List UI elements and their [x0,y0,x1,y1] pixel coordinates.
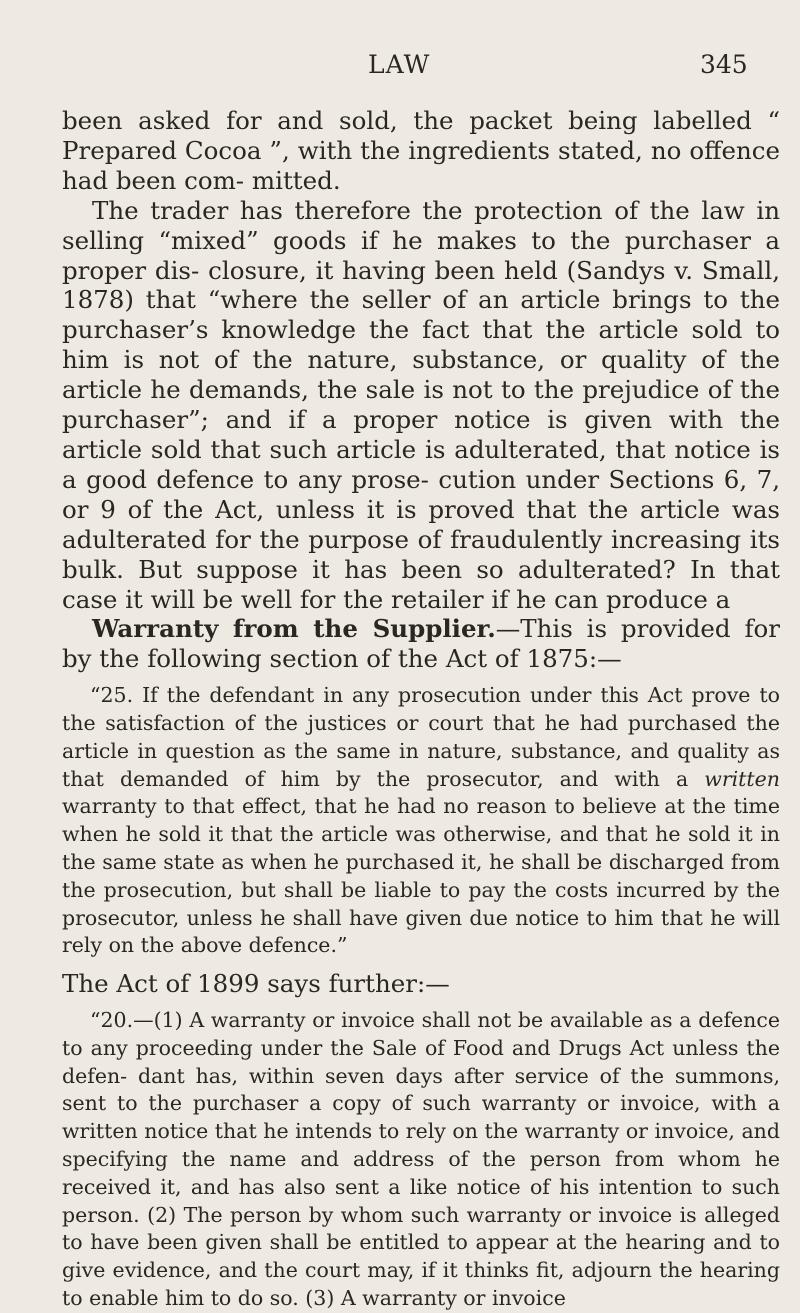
warranty-sidehead: Warranty from the Supplier. [92,614,496,644]
paragraph-act-1899: The Act of 1899 says further:— [62,969,450,999]
spacer [62,674,780,682]
warranty-intro-text: —This is provided for by the following section of the Act of 1875:— [62,614,780,674]
running-title: LAW [368,50,431,79]
spacer [62,999,780,1007]
body-text [62,106,780,1313]
paragraph-cocoa-continuation: been asked for and sold, the packet being labelled “ Prepared Cocoa ”, with the ingredients stated, no offence had been com- mitted. [62,106,780,195]
section-25-text-a: “25. If the defendant in any prosecution under this Act prove to the satisfaction of the justices or court that he had purchased the article in question as the same in nature, substance, and quality as that demanded of him by the prosecutor, and with a [62,683,780,791]
paragraph-warranty [62,614,780,674]
page-number: 345 [700,50,748,79]
spacer [62,960,780,969]
section-25-text-b: warranty to that effect, that he had no reason to believe at the time when he sold it that the article was otherwise, and that he sold it in the same state as when he purchased it, he shall be discharged from the prosecution, but shall be liable to pay the costs incurred by the prosecutor, unless he shall have given due notice to him that he will rely on the above defence.” [62,794,780,958]
paragraph-mixed-goods: The trader has therefore the protection of the law in selling “mixed” goods if he makes to the purchaser a proper dis- closure, it having been held (Sandys v. Small, 1878) that “where the seller of an article brings to the purchaser’s knowledge the fact that the article sold to him is not of the nature, substance, or quality of the article he demands, the sale is not to the prejudice of the purchaser”; and if a proper notice is given with the article sold that such article is adulterated, that notice is a good defence to any prose- cution under Sections 6, 7, or 9 of the Act, unless it is proved that the article was adulterated for the purpose of fraudulently increasing its bulk. But suppose it has been so adulterated? In that case it will be well for the retailer if he can produce a [62,195,780,614]
running-head [0,50,800,80]
section-25-emphasis: written [704,766,780,791]
quotation-section-25 [62,682,780,960]
quotation-section-20: “20.—(1) A warranty or invoice shall not be available as a defence to any proceeding under the Sale of Food and Drugs Act unless the defen- dant has, within seven days after service of the summons, sent to the purchaser a copy of such warranty or invoice, with a written notice that he intends to rely on the warranty or invoice, and specifying the name and address of the person from whom he received it, and has also sent a like notice of his intention to such person. (2) The person by whom such warranty or invoice is alleged to have been given shall be entitled to appear at the hearing and to give evidence, and the court may, if it thinks fit, adjourn the hearing to enable him to do so. (3) A warranty or invoice [62,1008,780,1311]
